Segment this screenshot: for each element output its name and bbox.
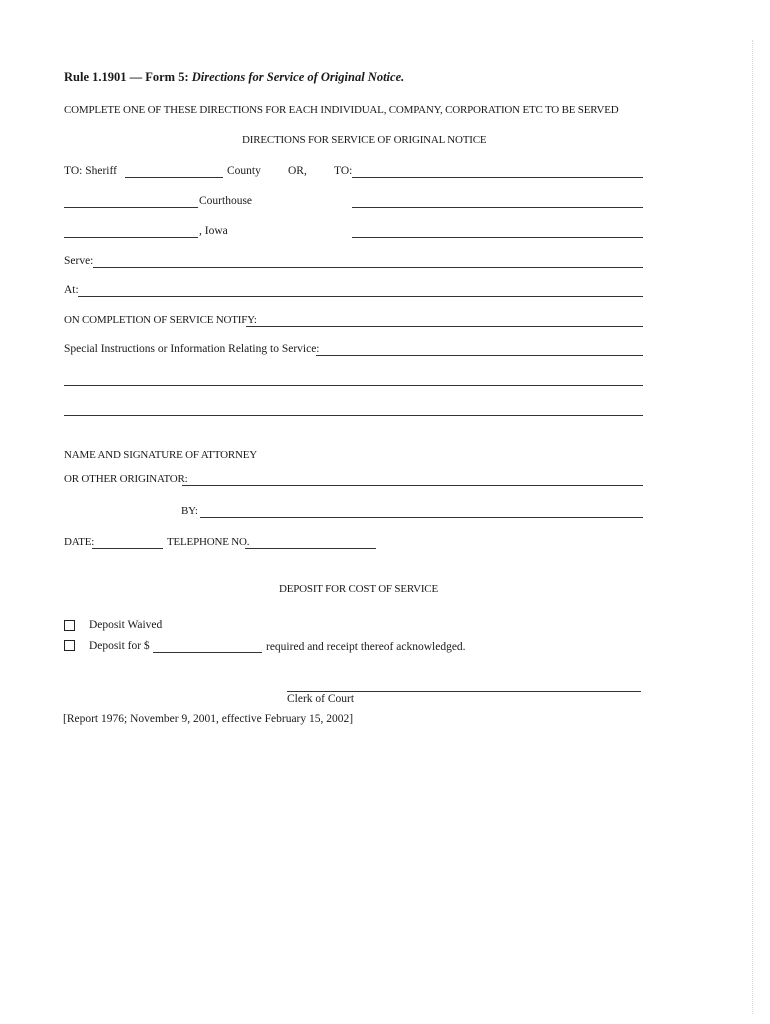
serve-field[interactable] <box>93 267 643 268</box>
to-address-line-1[interactable] <box>352 207 643 208</box>
page-edge-artifact <box>752 40 753 1014</box>
notify-label: ON COMPLETION OF SERVICE NOTIFY: <box>64 314 257 326</box>
to-label: TO: <box>334 165 353 177</box>
deposit-amount-field[interactable] <box>153 652 262 653</box>
instruction-text: COMPLETE ONE OF THESE DIRECTIONS FOR EACH INDIVIDUAL, COMPANY, CORPORATION ETC TO BE SERVED <box>64 104 619 116</box>
report-citation: [Report 1976; November 9, 2001, effective February 15, 2002] <box>63 713 354 725</box>
deposit-waived-label: Deposit Waived <box>89 619 163 631</box>
iowa-label: , Iowa <box>199 225 228 237</box>
by-label: BY: <box>181 505 198 517</box>
to-address-line-2[interactable] <box>352 237 643 238</box>
originator-field[interactable] <box>182 485 643 486</box>
date-label: DATE: <box>64 536 95 548</box>
special-instructions-label: Special Instructions or Information Relating to Service: <box>64 343 320 355</box>
rule-number: Rule 1.1901 <box>64 70 127 84</box>
courthouse-label: Courthouse <box>199 195 253 207</box>
date-field[interactable] <box>92 548 163 549</box>
clerk-signature-field[interactable] <box>287 691 641 692</box>
by-signature-field[interactable] <box>200 517 643 518</box>
special-instructions-line-3[interactable] <box>64 415 643 416</box>
at-field[interactable] <box>78 296 643 297</box>
courthouse-field[interactable] <box>64 207 198 208</box>
receipt-label: required and receipt thereof acknowledged. <box>266 641 466 653</box>
telephone-label: TELEPHONE NO. <box>167 536 250 548</box>
iowa-city-field[interactable] <box>64 237 198 238</box>
form-name: Directions for Service of Original Notice. <box>191 70 405 84</box>
deposit-for-label: Deposit for $ <box>89 640 150 652</box>
form-title <box>64 70 404 85</box>
special-instructions-line-2[interactable] <box>64 385 643 386</box>
notify-field[interactable] <box>246 326 643 327</box>
clerk-label: Clerk of Court <box>287 693 355 705</box>
or-label: OR, <box>288 165 307 177</box>
section-title: DIRECTIONS FOR SERVICE OF ORIGINAL NOTICE <box>242 134 487 146</box>
telephone-field[interactable] <box>245 548 376 549</box>
county-label: County <box>227 165 261 177</box>
originator-label: OR OTHER ORIGINATOR: <box>64 473 188 485</box>
special-instructions-field[interactable] <box>316 355 643 356</box>
deposit-amount-checkbox[interactable] <box>64 640 75 651</box>
sheriff-county-field[interactable] <box>125 177 223 178</box>
at-label: At: <box>64 284 79 296</box>
to-recipient-field[interactable] <box>352 177 643 178</box>
serve-label: Serve: <box>64 255 94 267</box>
attorney-name-label: NAME AND SIGNATURE OF ATTORNEY <box>64 449 258 461</box>
form-number: Form 5: <box>145 70 189 84</box>
title-dash: — <box>129 70 143 84</box>
deposit-waived-checkbox[interactable] <box>64 620 75 631</box>
to-sheriff-label: TO: Sheriff <box>64 165 117 177</box>
deposit-title: DEPOSIT FOR COST OF SERVICE <box>279 583 438 595</box>
